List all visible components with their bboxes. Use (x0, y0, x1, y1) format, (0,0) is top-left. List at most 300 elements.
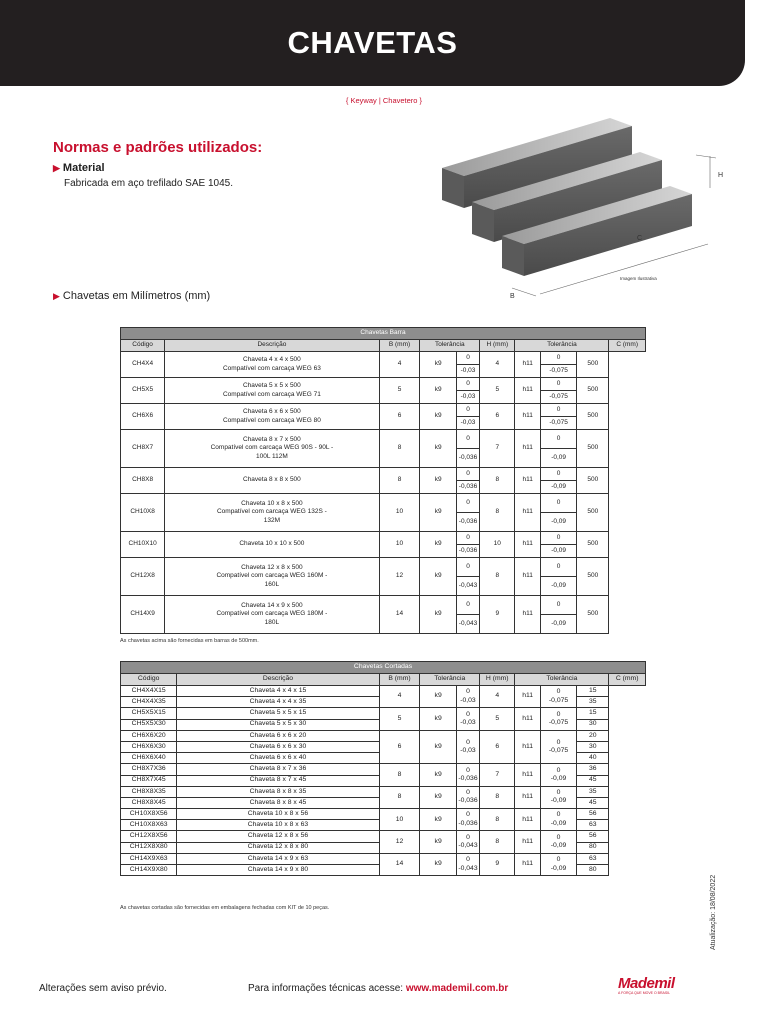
description-line: 100L 112M (255, 452, 288, 460)
table-row (121, 352, 646, 365)
code-cell: CH5X5X30 (121, 719, 177, 730)
h-value-cell: 8 (480, 809, 515, 831)
b-tolerance-cell (456, 686, 479, 708)
b-tolerance-class-cell: k9 (420, 853, 456, 875)
c-value-cell: 500 (577, 532, 609, 558)
description-line: Chaveta 10 x 8 x 500 (241, 500, 303, 508)
column-header: C (mm) (609, 674, 646, 686)
description-line: 132M (263, 516, 281, 524)
h-value-cell: 8 (480, 494, 515, 532)
description-cell: Chaveta 5 x 5 x 30 (177, 719, 379, 730)
table-row (121, 708, 646, 719)
c-value-cell: 500 (577, 352, 609, 378)
description-line: Chaveta 12 x 8 x 500 (241, 564, 303, 572)
h-tolerance-class-cell: h11 (515, 378, 540, 404)
b-value-cell: 12 (379, 558, 420, 596)
table-row (121, 404, 646, 417)
footer-info-text: Para informações técnicas acesse: (248, 983, 404, 994)
h-tolerance-upper-cell: 0 (540, 596, 576, 615)
b-tolerance-lower: -0,03 (460, 719, 476, 727)
h-value-cell: 4 (480, 686, 515, 708)
h-value-cell: 9 (480, 853, 515, 875)
h-tolerance-cell (540, 786, 576, 808)
code-cell: CH5X5 (121, 378, 165, 404)
c-value-cell: 56 (577, 809, 609, 820)
b-value-cell: 8 (379, 786, 420, 808)
b-tolerance-upper: 0 (466, 688, 470, 696)
description-line: Compatível com carcaça WEG 132S - (216, 508, 327, 516)
code-cell: CH5X5X15 (121, 708, 177, 719)
h-tolerance-class-cell: h11 (515, 831, 540, 853)
table-row (121, 532, 646, 545)
column-header: Tolerância (515, 340, 609, 352)
h-tolerance-upper-cell: 0 (540, 430, 576, 449)
logo-tagline: A FORÇA QUE MOVE O BRASIL (618, 991, 671, 995)
table-row (121, 430, 646, 449)
h-tolerance-lower: -0,075 (548, 696, 569, 704)
h-tolerance-lower: -0,075 (548, 719, 569, 727)
b-tolerance-class-cell: k9 (420, 831, 456, 853)
table-row (121, 468, 646, 481)
bar-keys-table (120, 327, 646, 634)
keyway-illustration (440, 110, 730, 305)
h-value-cell: 5 (480, 378, 515, 404)
h-tolerance-lower-cell: -0,075 (540, 417, 576, 430)
code-cell: CH14X9 (121, 596, 165, 634)
c-value-cell: 36 (577, 764, 609, 775)
description-line: Chaveta 8 x 7 x 500 (242, 436, 301, 444)
footer-disclaimer: Alterações sem aviso prévio. (39, 983, 167, 994)
h-tolerance-upper: 0 (556, 788, 561, 796)
b-tolerance-lower-cell: -0,03 (456, 417, 479, 430)
b-tolerance-class-cell: k9 (420, 532, 456, 558)
b-tolerance-upper: 0 (466, 856, 470, 864)
b-tolerance-lower-cell: -0,03 (456, 391, 479, 404)
b-tolerance-lower-cell: -0,036 (456, 481, 479, 494)
table-note: As chavetas acima são fornecidas em barras de 500mm. (120, 638, 259, 644)
b-tolerance-upper-cell: 0 (456, 404, 479, 417)
column-header: B (mm) (379, 340, 420, 352)
h-tolerance-lower: -0,09 (550, 819, 567, 827)
b-tolerance-lower-cell: -0,036 (456, 513, 479, 532)
bullet-arrow-icon: ▶ (53, 291, 60, 301)
code-cell: CH10X8X63 (121, 820, 177, 831)
b-tolerance-class-cell: k9 (420, 404, 456, 430)
h-tolerance-upper: 0 (556, 738, 561, 746)
b-tolerance-class-cell: k9 (420, 430, 456, 468)
h-tolerance-upper-cell: 0 (540, 404, 576, 417)
h-tolerance-class-cell: h11 (515, 468, 540, 494)
c-value-cell: 500 (577, 596, 609, 634)
h-tolerance-class-cell: h11 (515, 786, 540, 808)
h-tolerance-lower: -0,075 (548, 747, 569, 755)
table-note: As chavetas cortadas são fornecidas em embalagens fechadas com KIT de 10 peças. (120, 905, 330, 911)
h-tolerance-upper: 0 (556, 688, 561, 696)
h-value-cell: 8 (480, 786, 515, 808)
h-tolerance-upper: 0 (556, 833, 561, 841)
illustration-caption: Imagem Ilustrativa (620, 276, 657, 281)
description-cell: Chaveta 5 x 5 x 15 (177, 708, 379, 719)
cut-keys-table (120, 661, 646, 876)
description-cell (165, 532, 379, 558)
code-cell: CH4X4 (121, 352, 165, 378)
code-cell: CH14X9X63 (121, 853, 177, 864)
h-tolerance-lower: -0,09 (550, 797, 567, 805)
column-header: H (mm) (480, 340, 515, 352)
dimension-h-label: H (718, 172, 724, 179)
column-header: Tolerância (420, 340, 480, 352)
description-line: Chaveta 8 x 8 x 500 (242, 476, 301, 484)
b-tolerance-upper-cell: 0 (456, 494, 479, 513)
h-tolerance-cell (540, 764, 576, 786)
c-value-cell: 63 (577, 820, 609, 831)
description-cell: Chaveta 8 x 7 x 36 (177, 764, 379, 775)
h-tolerance-class-cell: h11 (515, 494, 540, 532)
norms-heading: Normas e padrões utilizados: (53, 139, 263, 156)
description-cell (165, 558, 379, 596)
table-row (121, 378, 646, 391)
h-value-cell: 10 (480, 532, 515, 558)
b-tolerance-upper: 0 (466, 766, 470, 774)
column-header: H (mm) (480, 674, 515, 686)
h-tolerance-cell (540, 686, 576, 708)
code-cell: CH14X9X80 (121, 865, 177, 876)
logo-name: Mademil (618, 975, 675, 992)
page-header (0, 0, 745, 86)
page-subtitle: { Keyway | Chavetero } (345, 96, 423, 105)
h-value-cell: 6 (480, 404, 515, 430)
description-cell: Chaveta 12 x 8 x 56 (177, 831, 379, 842)
b-tolerance-upper: 0 (466, 738, 470, 746)
b-value-cell: 12 (379, 831, 420, 853)
h-tolerance-lower-cell: -0,09 (540, 481, 576, 494)
website-link[interactable]: www.mademil.com.br (405, 983, 509, 994)
h-tolerance-upper: 0 (556, 710, 561, 718)
b-tolerance-upper: 0 (466, 833, 470, 841)
code-cell: CH10X8 (121, 494, 165, 532)
b-tolerance-class-cell: k9 (420, 786, 456, 808)
c-value-cell: 500 (577, 558, 609, 596)
b-tolerance-upper: 0 (466, 710, 470, 718)
b-value-cell: 8 (379, 764, 420, 786)
h-tolerance-class-cell: h11 (515, 430, 540, 468)
b-value-cell: 8 (379, 430, 420, 468)
description-line: Compatível com carcaça WEG 71 (222, 390, 321, 398)
b-tolerance-upper-cell: 0 (456, 378, 479, 391)
h-tolerance-lower-cell: -0,075 (540, 365, 576, 378)
h-tolerance-upper: 0 (556, 856, 561, 864)
b-tolerance-lower: -0,036 (458, 797, 478, 805)
c-value-cell: 45 (577, 775, 609, 786)
b-tolerance-lower-cell: -0,036 (456, 545, 479, 558)
h-tolerance-lower: -0,09 (550, 864, 567, 872)
description-cell (165, 352, 379, 378)
c-value-cell: 30 (577, 741, 609, 752)
brand-logo (618, 975, 713, 995)
b-tolerance-class-cell: k9 (420, 809, 456, 831)
c-value-cell: 500 (577, 378, 609, 404)
dimension-c-label: C (637, 235, 643, 242)
b-value-cell: 10 (379, 494, 420, 532)
b-tolerance-cell (456, 831, 479, 853)
h-tolerance-class-cell: h11 (515, 404, 540, 430)
h-value-cell: 4 (480, 352, 515, 378)
description-cell (165, 468, 379, 494)
b-tolerance-upper-cell: 0 (456, 532, 479, 545)
dimension-b-label: B (510, 293, 515, 300)
b-tolerance-cell (456, 708, 479, 730)
b-tolerance-class-cell: k9 (420, 352, 456, 378)
h-tolerance-upper: 0 (556, 811, 561, 819)
h-tolerance-cell (540, 708, 576, 730)
description-cell: Chaveta 6 x 6 x 30 (177, 741, 379, 752)
c-value-cell: 20 (577, 730, 609, 741)
description-cell (165, 378, 379, 404)
description-cell: Chaveta 4 x 4 x 35 (177, 697, 379, 708)
h-tolerance-lower-cell: -0,09 (540, 449, 576, 468)
h-tolerance-cell (540, 730, 576, 764)
c-value-cell: 30 (577, 719, 609, 730)
b-tolerance-lower: -0,043 (458, 842, 478, 850)
h-tolerance-class-cell: h11 (515, 352, 540, 378)
table-row (121, 494, 646, 513)
material-label: Material (62, 162, 105, 174)
c-value-cell: 15 (577, 686, 609, 697)
b-tolerance-upper: 0 (466, 811, 470, 819)
column-header: C (mm) (609, 340, 646, 352)
h-tolerance-class-cell: h11 (515, 809, 540, 831)
h-value-cell: 8 (480, 558, 515, 596)
b-value-cell: 10 (379, 809, 420, 831)
code-cell: CH6X6X20 (121, 730, 177, 741)
table-row (121, 831, 646, 842)
h-tolerance-upper-cell: 0 (540, 468, 576, 481)
c-value-cell: 35 (577, 697, 609, 708)
b-tolerance-upper-cell: 0 (456, 558, 479, 577)
b-tolerance-class-cell: k9 (420, 764, 456, 786)
b-value-cell: 4 (379, 352, 420, 378)
code-cell: CH8X8 (121, 468, 165, 494)
b-tolerance-cell (456, 730, 479, 764)
code-cell: CH4X4X35 (121, 697, 177, 708)
column-header: B (mm) (379, 674, 420, 686)
h-tolerance-upper-cell: 0 (540, 352, 576, 365)
code-cell: CH8X8X35 (121, 786, 177, 797)
b-tolerance-lower-cell: -0,03 (456, 365, 479, 378)
b-tolerance-class-cell: k9 (420, 596, 456, 634)
b-tolerance-lower: -0,036 (458, 775, 478, 782)
h-value-cell: 7 (480, 764, 515, 786)
b-tolerance-cell (456, 786, 479, 808)
h-tolerance-lower-cell: -0,09 (540, 513, 576, 532)
column-header: Código (121, 340, 165, 352)
c-value-cell: 35 (577, 786, 609, 797)
b-tolerance-upper-cell: 0 (456, 596, 479, 615)
description-line: 180L (264, 618, 280, 626)
h-tolerance-class-cell: h11 (515, 686, 540, 708)
b-tolerance-class-cell: k9 (420, 730, 456, 764)
b-tolerance-cell (456, 809, 479, 831)
description-cell: Chaveta 14 x 9 x 80 (177, 865, 379, 876)
section-title: Chavetas em Milímetros (mm) (62, 290, 211, 302)
b-tolerance-lower-cell: -0,036 (456, 449, 479, 468)
b-value-cell: 6 (379, 404, 420, 430)
table-title: Chavetas Barra (121, 328, 646, 340)
description-line: Chaveta 5 x 5 x 500 (242, 382, 301, 390)
description-line: Chaveta 6 x 6 x 500 (242, 408, 301, 416)
b-value-cell: 14 (379, 853, 420, 875)
code-cell: CH8X7X36 (121, 764, 177, 775)
h-tolerance-upper-cell: 0 (540, 558, 576, 577)
b-value-cell: 10 (379, 532, 420, 558)
description-line: 160L (264, 580, 280, 588)
description-cell: Chaveta 6 x 6 x 40 (177, 753, 379, 764)
b-tolerance-class-cell: k9 (420, 686, 456, 708)
h-tolerance-class-cell: h11 (515, 853, 540, 875)
page-title: CHAVETAS (287, 25, 458, 60)
table-row (121, 596, 646, 615)
b-tolerance-upper: 0 (466, 788, 470, 796)
h-tolerance-lower-cell: -0,09 (540, 545, 576, 558)
code-cell: CH6X6X40 (121, 753, 177, 764)
c-value-cell: 500 (577, 494, 609, 532)
material-text: Fabricada em aço trefilado SAE 1045. (64, 178, 233, 189)
description-cell: Chaveta 6 x 6 x 20 (177, 730, 379, 741)
table-row (121, 686, 646, 697)
h-tolerance-class-cell: h11 (515, 558, 540, 596)
description-cell: Chaveta 10 x 8 x 63 (177, 820, 379, 831)
description-line: Compatível com carcaça WEG 63 (222, 364, 321, 372)
c-value-cell: 80 (577, 842, 609, 853)
c-value-cell: 45 (577, 797, 609, 808)
bullet-arrow-icon: ▶ (53, 163, 60, 173)
code-cell: CH12X8X56 (121, 831, 177, 842)
h-tolerance-upper: 0 (556, 766, 561, 774)
description-cell (165, 596, 379, 634)
b-value-cell: 6 (379, 730, 420, 764)
column-header: Descrição (165, 340, 379, 352)
b-tolerance-class-cell: k9 (420, 378, 456, 404)
column-header: Tolerância (515, 674, 609, 686)
b-tolerance-class-cell: k9 (420, 708, 456, 730)
h-tolerance-class-cell: h11 (515, 532, 540, 558)
footer-info (248, 983, 508, 994)
h-tolerance-upper-cell: 0 (540, 494, 576, 513)
section-heading (53, 290, 210, 302)
code-cell: CH6X6 (121, 404, 165, 430)
code-cell: CH4X4X15 (121, 686, 177, 697)
h-tolerance-cell (540, 809, 576, 831)
b-tolerance-upper-cell: 0 (456, 352, 479, 365)
h-tolerance-class-cell: h11 (515, 764, 540, 786)
description-cell (165, 404, 379, 430)
b-tolerance-class-cell: k9 (420, 468, 456, 494)
h-tolerance-cell (540, 853, 576, 875)
code-cell: CH10X8X56 (121, 809, 177, 820)
b-tolerance-lower: -0,036 (458, 819, 478, 827)
b-tolerance-upper-cell: 0 (456, 430, 479, 449)
column-header: Tolerância (420, 674, 480, 686)
update-date: Atualização: 18/08/2022 (710, 874, 717, 950)
code-cell: CH12X8X80 (121, 842, 177, 853)
code-cell: CH12X8 (121, 558, 165, 596)
c-value-cell: 63 (577, 853, 609, 864)
table-row (121, 558, 646, 577)
b-value-cell: 8 (379, 468, 420, 494)
column-header: Descrição (177, 674, 379, 686)
h-tolerance-class-cell: h11 (515, 596, 540, 634)
h-value-cell: 9 (480, 596, 515, 634)
h-tolerance-lower-cell: -0,075 (540, 391, 576, 404)
description-cell (165, 494, 379, 532)
b-tolerance-lower: -0,03 (460, 696, 476, 704)
b-tolerance-lower: -0,03 (460, 747, 476, 755)
c-value-cell: 500 (577, 430, 609, 468)
c-value-cell: 40 (577, 753, 609, 764)
h-value-cell: 6 (480, 730, 515, 764)
code-cell: CH6X6X30 (121, 741, 177, 752)
b-tolerance-cell (456, 764, 479, 786)
description-cell: Chaveta 8 x 8 x 35 (177, 786, 379, 797)
column-header: Código (121, 674, 177, 686)
b-value-cell: 14 (379, 596, 420, 634)
material-heading (53, 162, 105, 174)
h-tolerance-cell (540, 831, 576, 853)
table-title: Chavetas Cortadas (121, 662, 646, 674)
b-value-cell: 5 (379, 708, 420, 730)
table-row (121, 764, 646, 775)
h-tolerance-class-cell: h11 (515, 708, 540, 730)
description-cell: Chaveta 8 x 8 x 45 (177, 797, 379, 808)
b-value-cell: 4 (379, 686, 420, 708)
c-value-cell: 500 (577, 468, 609, 494)
table-row (121, 809, 646, 820)
description-line: Chaveta 4 x 4 x 500 (242, 356, 301, 364)
h-tolerance-lower-cell: -0,09 (540, 577, 576, 596)
c-value-cell: 56 (577, 831, 609, 842)
b-tolerance-class-cell: k9 (420, 558, 456, 596)
description-cell: Chaveta 8 x 7 x 45 (177, 775, 379, 786)
description-cell: Chaveta 10 x 8 x 56 (177, 809, 379, 820)
description-line: Compatível com carcaça WEG 90S - 90L - (210, 444, 334, 452)
c-value-cell: 80 (577, 865, 609, 876)
description-line: Compatível com carcaça WEG 80 (222, 416, 321, 424)
description-cell: Chaveta 4 x 4 x 15 (177, 686, 379, 697)
b-tolerance-cell (456, 853, 479, 875)
h-value-cell: 5 (480, 708, 515, 730)
code-cell: CH8X8X45 (121, 797, 177, 808)
description-cell (165, 430, 379, 468)
code-cell: CH8X7 (121, 430, 165, 468)
table-row (121, 786, 646, 797)
h-value-cell: 8 (480, 468, 515, 494)
c-value-cell: 15 (577, 708, 609, 719)
description-cell: Chaveta 12 x 8 x 80 (177, 842, 379, 853)
b-tolerance-lower-cell: -0,043 (456, 577, 479, 596)
description-cell: Chaveta 14 x 9 x 63 (177, 853, 379, 864)
b-value-cell: 5 (379, 378, 420, 404)
b-tolerance-lower-cell: -0,043 (456, 615, 479, 634)
b-tolerance-lower: -0,043 (458, 864, 478, 872)
b-tolerance-class-cell: k9 (420, 494, 456, 532)
h-tolerance-lower: -0,09 (550, 842, 567, 850)
description-line: Compatível com carcaça WEG 160M - (216, 572, 328, 580)
code-cell: CH8X7X45 (121, 775, 177, 786)
h-value-cell: 7 (480, 430, 515, 468)
table-row (121, 730, 646, 741)
c-value-cell: 500 (577, 404, 609, 430)
description-line: Chaveta 10 x 10 x 500 (239, 540, 305, 548)
